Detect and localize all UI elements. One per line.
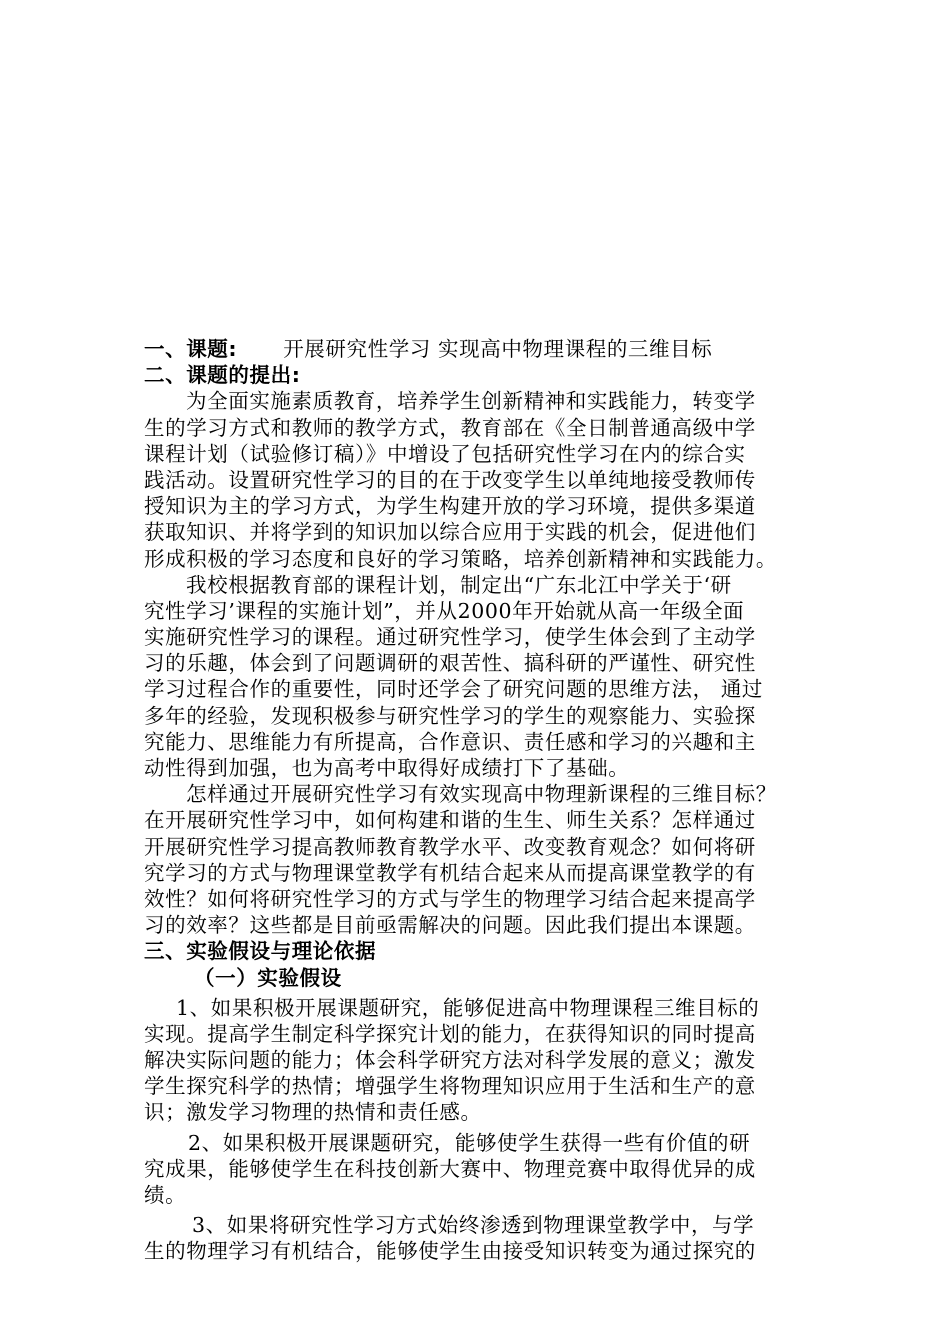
paragraph-line: 践活动。设置研究性学习的目的在于改变学生以单纯地接受教师传 — [144, 467, 756, 492]
paragraph-line: 习的乐趣，体会到了问题调研的艰苦性、搞科研的严谨性、研究性 — [144, 651, 756, 676]
paragraph-line: 授知识为主的学习方式，为学生构建开放的学习环境，提供多渠道 — [144, 494, 756, 519]
document-page — [144, 336, 808, 1265]
paragraph-line: 究成果，能够使学生在科技创新大赛中、物理竞赛中取得优异的成 — [144, 1156, 756, 1181]
paragraph-line: 究性学习’课程的实施计划”，并从2000年开始就从高一年级全面 — [144, 598, 745, 623]
paragraph-line: 为全面实施素质教育，培养学生创新精神和实践能力，转变学 — [186, 389, 756, 414]
paragraph-line: 生的学习方式和教师的教学方式，教育部在《全日制普通高级中学 — [144, 415, 756, 440]
paragraph-line: 识；激发学习物理的热情和责任感。 — [144, 1100, 482, 1125]
paragraph-line: 获取知识、并将学到的知识加以综合应用于实践的机会，促进他们 — [144, 520, 756, 545]
section1-heading-line — [144, 336, 808, 362]
paragraph-line: 3、如果将研究性学习方式始终渗透到物理课堂教学中，与学 — [192, 1213, 755, 1238]
section1-heading: 一、课题: — [144, 337, 238, 361]
paragraph-line: 课程计划（试验修订稿）》中增设了包括研究性学习在内的综合实 — [144, 441, 746, 466]
section3-subheading: （一）实验假设 — [194, 965, 342, 990]
paragraph-line: 在开展研究性学习中，如何构建和谐的生生、师生关系？怎样通过 — [144, 808, 756, 833]
paragraph-line: 形成积极的学习态度和良好的学习策略，培养创新精神和实践能力。 — [144, 546, 777, 571]
paragraph-line: 多年的经验，发现积极参与研究性学习的学生的观察能力、实验探 — [144, 703, 756, 728]
paragraph-line: 我校根据教育部的课程计划，制定出“广东北江中学关于‘研 — [186, 572, 732, 597]
paragraph-line: 动性得到加强，也为高考中取得好成绩打下了基础。 — [144, 756, 630, 780]
paragraph-line: 习的效率？这些都是目前亟需解决的问题。因此我们提出本课题。 — [144, 913, 756, 938]
paragraph-line: 实施研究性学习的课程。通过研究性学习，使学生体会到了主动学 — [144, 625, 756, 650]
paragraph-line: 怎样通过开展研究性学习有效实现高中物理新课程的三维目标？ — [186, 782, 777, 807]
paragraph-line: 究能力、思维能力有所提高，合作意识、责任感和学习的兴趣和主 — [144, 729, 756, 754]
paragraph-line: 2、如果积极开展课题研究，能够使学生获得一些有价值的研 — [188, 1130, 751, 1155]
topic-title: 开展研究性学习 实现高中物理课程的三维目标 — [283, 337, 713, 361]
section3-heading: 三、实验假设与理论依据 — [144, 939, 377, 964]
paragraph-line: 开展研究性学习提高教师教育教学水平、改变教育观念？如何将研 — [144, 834, 756, 859]
paragraph-line: 生的物理学习有机结合，能够使学生由接受知识转变为通过探究的 — [144, 1239, 756, 1264]
paragraph-line: 1、如果积极开展课题研究，能够促进高中物理课程三维目标的 — [176, 995, 760, 1020]
paragraph-line: 绩。 — [144, 1183, 187, 1207]
paragraph-line: 实现。提高学生制定科学探究计划的能力，在获得知识的同时提高 — [144, 1021, 756, 1046]
paragraph-line: 学习过程合作的重要性，同时还学会了研究问题的思维方法， 通过 — [144, 677, 764, 702]
paragraph-line: 究学习的方式与物理课堂教学有机结合起来从而提高课堂教学的有 — [144, 860, 756, 885]
paragraph-line: 解决实际问题的能力；体会科学研究方法对科学发展的意义；激发 — [144, 1048, 756, 1073]
paragraph-line: 效性？如何将研究性学习的方式与学生的物理学习结合起来提高学 — [144, 886, 756, 911]
section2-heading: 二、课题的提出: — [144, 363, 301, 388]
paragraph-line: 学生探究科学的热情；增强学生将物理知识应用于生活和生产的意 — [144, 1074, 756, 1099]
